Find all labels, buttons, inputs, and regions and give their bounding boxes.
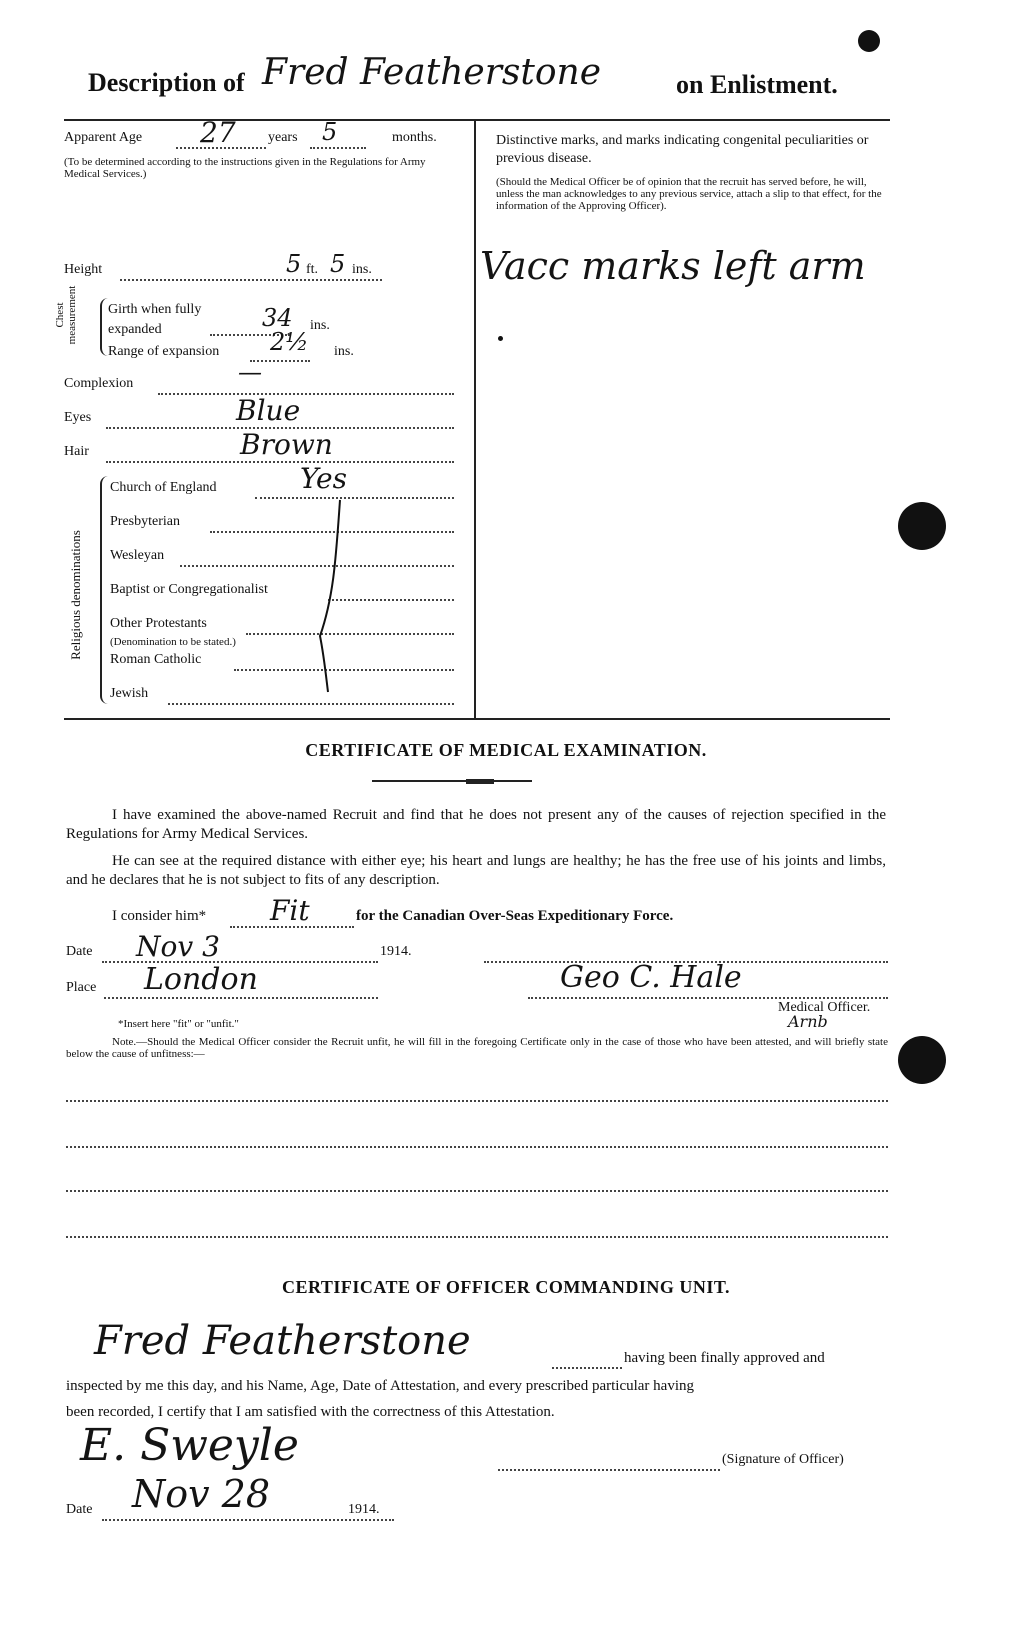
religion-other-note: (Denomination to be stated.) — [110, 636, 236, 648]
religion-other: Other Protestants — [110, 616, 207, 631]
complexion-value: — — [238, 358, 262, 386]
medical-footnote: *Insert here "fit" or "unfit." — [118, 1018, 239, 1030]
medical-para1: I have examined the above-named Recruit and find that he does not present any of the causes of rejection specified in the Regulations for Army Medical Services. — [66, 807, 886, 842]
consider-suffix: for the Canadian Over-Seas Expeditionary Force. — [356, 908, 674, 924]
marks-value: Vacc marks left arm — [480, 244, 866, 288]
girth-value: 34 — [262, 304, 293, 332]
religion-coe: Church of England — [110, 480, 217, 495]
medical-signature: Geo C. Hale — [560, 960, 742, 995]
ft-label: ft. — [306, 262, 319, 277]
commanding-date-value: Nov 28 — [132, 1472, 271, 1516]
hair-label: Hair — [64, 444, 89, 459]
range-ins: ins. — [334, 344, 354, 359]
recruit-name: Fred Featherstone — [262, 52, 602, 93]
description-bottom-rule — [64, 718, 890, 720]
medical-date-label: Date — [66, 944, 93, 959]
title-left: Description of — [88, 68, 245, 97]
girth-label: Girth when fully expanded — [108, 302, 202, 337]
unfitness-line-1 — [66, 1100, 888, 1102]
eyes-label: Eyes — [64, 410, 92, 425]
religion-jewish: Jewish — [110, 686, 149, 701]
height-ft: 5 — [286, 250, 302, 278]
ink-spot — [858, 30, 880, 52]
medical-signature-extra: Arnb — [788, 1012, 828, 1031]
commanding-title: CERTIFICATE OF OFFICER COMMANDING UNIT. — [281, 1277, 731, 1297]
medical-date-value: Nov 3 — [136, 930, 220, 963]
religion-coe-value: Yes — [300, 462, 347, 495]
medical-note: Note.—Should the Medical Officer consider the Recruit unfit, he will fill in the foregoing Certificate only in the case of those who have been attested, and will briefly state below the cause of unfitness:— — [66, 1036, 888, 1060]
age-note: (To be determined according to the instructions given in the Regulations for Army Medical Services.) — [64, 156, 426, 180]
medical-year: 1914. — [380, 944, 412, 959]
commanding-year: 1914. — [348, 1502, 380, 1517]
medical-title-underline — [372, 780, 532, 782]
range-label: Range of expansion — [108, 344, 220, 359]
years-label: years — [268, 130, 298, 145]
commanding-text1: having been finally approved and — [624, 1350, 825, 1366]
girth-ins: ins. — [310, 318, 330, 333]
hair-value: Brown — [240, 428, 333, 461]
religion-presbyterian: Presbyterian — [110, 514, 180, 529]
religion-strike-mark — [300, 496, 350, 696]
place-value: London — [144, 962, 258, 997]
commanding-name: Fred Featherstone — [94, 1318, 471, 1364]
unfitness-line-3 — [66, 1190, 888, 1192]
height-label: Height — [64, 262, 103, 277]
commanding-text2: inspected by me this day, and his Name, Age, Date of Attestation, and every prescribed particular having — [66, 1378, 695, 1394]
complexion-label: Complexion — [64, 376, 134, 391]
consider-value: Fit — [270, 894, 310, 927]
chest-label: Chest measurement — [54, 285, 78, 345]
title-right: on Enlistment. — [676, 70, 838, 99]
commanding-signature-label: (Signature of Officer) — [722, 1452, 844, 1467]
commanding-date-label: Date — [66, 1502, 93, 1517]
religion-rc: Roman Catholic — [110, 652, 202, 667]
place-label: Place — [66, 980, 97, 995]
height-in: 5 — [330, 250, 346, 278]
top-rule — [64, 119, 890, 121]
unfitness-line-4 — [66, 1236, 888, 1238]
marks-heading: Distinctive marks, and marks indicating congenital peculiarities or previous disease. — [496, 133, 869, 166]
religion-wesleyan: Wesleyan — [110, 548, 165, 563]
medical-para2: He can see at the required distance with either eye; his heart and lungs are healthy; he has the free use of his joints and limbs, and he declares that he is not subject to fits of any description. — [66, 853, 886, 888]
punch-hole-2 — [898, 1036, 946, 1084]
consider-label: I consider him* — [112, 908, 207, 924]
commanding-signature: E. Sweyle — [80, 1420, 299, 1471]
medical-title: CERTIFICATE OF MEDICAL EXAMINATION. — [305, 740, 707, 760]
age-label: Apparent Age — [64, 130, 143, 145]
commanding-text3: been recorded, I certify that I am satisfied with the correctness of this Attestation. — [66, 1404, 555, 1420]
religion-baptist: Baptist or Congregationalist — [110, 582, 268, 597]
column-divider — [474, 120, 476, 720]
medical-title-underline-bold — [466, 779, 494, 784]
ins-label: ins. — [352, 262, 372, 277]
age-years: 27 — [200, 116, 236, 149]
age-months: 5 — [322, 118, 338, 146]
small-ink-dot — [498, 336, 503, 341]
eyes-value: Blue — [236, 394, 301, 427]
religion-label: Religious denominations — [68, 530, 83, 660]
range-value: 2½ — [270, 328, 309, 356]
medical-officer-label: Medical Officer. — [778, 1000, 871, 1015]
unfitness-line-2 — [66, 1146, 888, 1148]
marks-note: (Should the Medical Officer be of opinion that the recruit has served before, he will, unless the man acknowledges to any previous service, attach a slip to that effect, for the information of the Approving Officer). — [496, 176, 882, 212]
punch-hole-1 — [898, 502, 946, 550]
months-label: months. — [392, 130, 437, 145]
